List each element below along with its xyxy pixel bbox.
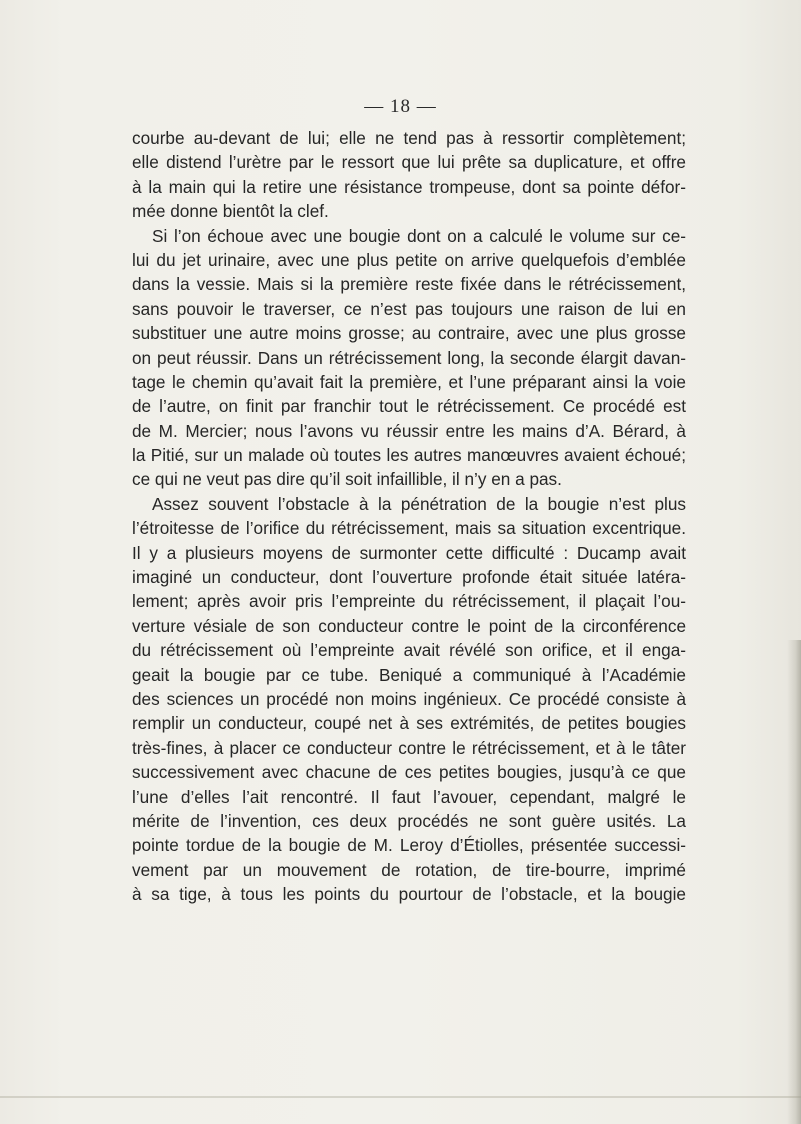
text-line: Si l’on échoue avec une bougie dont on a calculé le volume sur ce- [152, 225, 686, 246]
text-line: substituer une autre moins grosse; au contraire, avec une plus grosse [132, 323, 686, 344]
text-line: mérite de l’invention, ces deux procédés ne sont guère usités. La [132, 810, 686, 831]
text-line: de M. Mercier; nous l’avons vu réussir entre les mains d’A. Bérard, à [132, 420, 686, 441]
text-line: tage le chemin qu’avait fait la première, et l’une préparant ainsi la voie [132, 371, 686, 392]
text-line: Assez souvent l’obstacle à la pénétration de la bougie n’est plus [152, 493, 686, 514]
text-line: Il y a plusieurs moyens de surmonter cette difficulté : Ducamp avait [132, 542, 686, 563]
text-line: successivement avec chacune de ces petites bougies, jusqu’à ce que [132, 762, 686, 783]
text-line: geait la bougie par ce tube. Beniqué a communiqué à l’Académie [132, 664, 686, 685]
text-line: elle distend l’urètre par le ressort que lui prête sa duplicature, et offre [132, 152, 686, 173]
text-line: courbe au-devant de lui; elle ne tend pas à ressortir complètement; [132, 128, 686, 148]
page-bottom-rule [0, 1096, 801, 1098]
text-line: de l’autre, on finit par franchir tout le rétrécissement. Ce procédé est [132, 396, 686, 417]
text-line: pointe tordue de la bougie de M. Leroy d’Étiolles, présentée successi- [132, 835, 686, 856]
text-line: dans la vessie. Mais si la première reste fixée dans le rétrécissement, [132, 274, 686, 295]
text-line: sans pouvoir le traverser, ce n’est pas toujours une raison de lui en [132, 298, 686, 319]
text-line: à sa tige, à tous les points du pourtour de l’obstacle, et la bougie [132, 884, 686, 905]
text-line: lement; après avoir pris l’empreinte du rétrécissement, il plaçait l’ou- [132, 591, 686, 612]
text-line: on peut réussir. Dans un rétrécissement long, la seconde élargit davan- [132, 347, 686, 368]
text-line: l’une d’elles l’ait rencontré. Il faut l’avouer, cependant, malgré le [132, 786, 686, 807]
body-text [132, 126, 686, 907]
text-line: imaginé un conducteur, dont l’ouverture profonde était située latéra- [132, 567, 686, 588]
text-line: remplir un conducteur, coupé net à ses extrémités, de petites bougies [132, 713, 686, 734]
text-line: des sciences un procédé non moins ingénieux. Ce procédé consiste à [132, 688, 686, 709]
page-edge-shadow [787, 640, 801, 1124]
text-line: verture vésiale de son conducteur contre le point de la circonférence [132, 615, 686, 636]
text-line: vement par un mouvement de rotation, de tire-bourre, imprimé [132, 859, 686, 880]
text-line: la Pitié, sur un malade où toutes les autres manœuvres avaient échoué; [132, 445, 686, 466]
text-line: du rétrécissement où l’empreinte avait révélé son orifice, et il enga- [132, 640, 686, 661]
text-line: à la main qui la retire une résistance trompeuse, dont sa pointe défor- [132, 176, 686, 197]
page-number: — 18 — [364, 96, 437, 117]
text-line: très-fines, à placer ce conducteur contre le rétrécissement, et à le tâter [132, 737, 686, 758]
text-line: ce qui ne veut pas dire qu’il soit infaillible, il n’y en a pas. [132, 469, 562, 490]
text-line: l’étroitesse de l’orifice du rétrécissement, mais sa situation excentrique. [132, 518, 686, 539]
text-line: lui du jet urinaire, avec une plus petite on arrive quelquefois d’emblée [132, 249, 686, 270]
text-line: mée donne bientôt la clef. [132, 201, 329, 222]
